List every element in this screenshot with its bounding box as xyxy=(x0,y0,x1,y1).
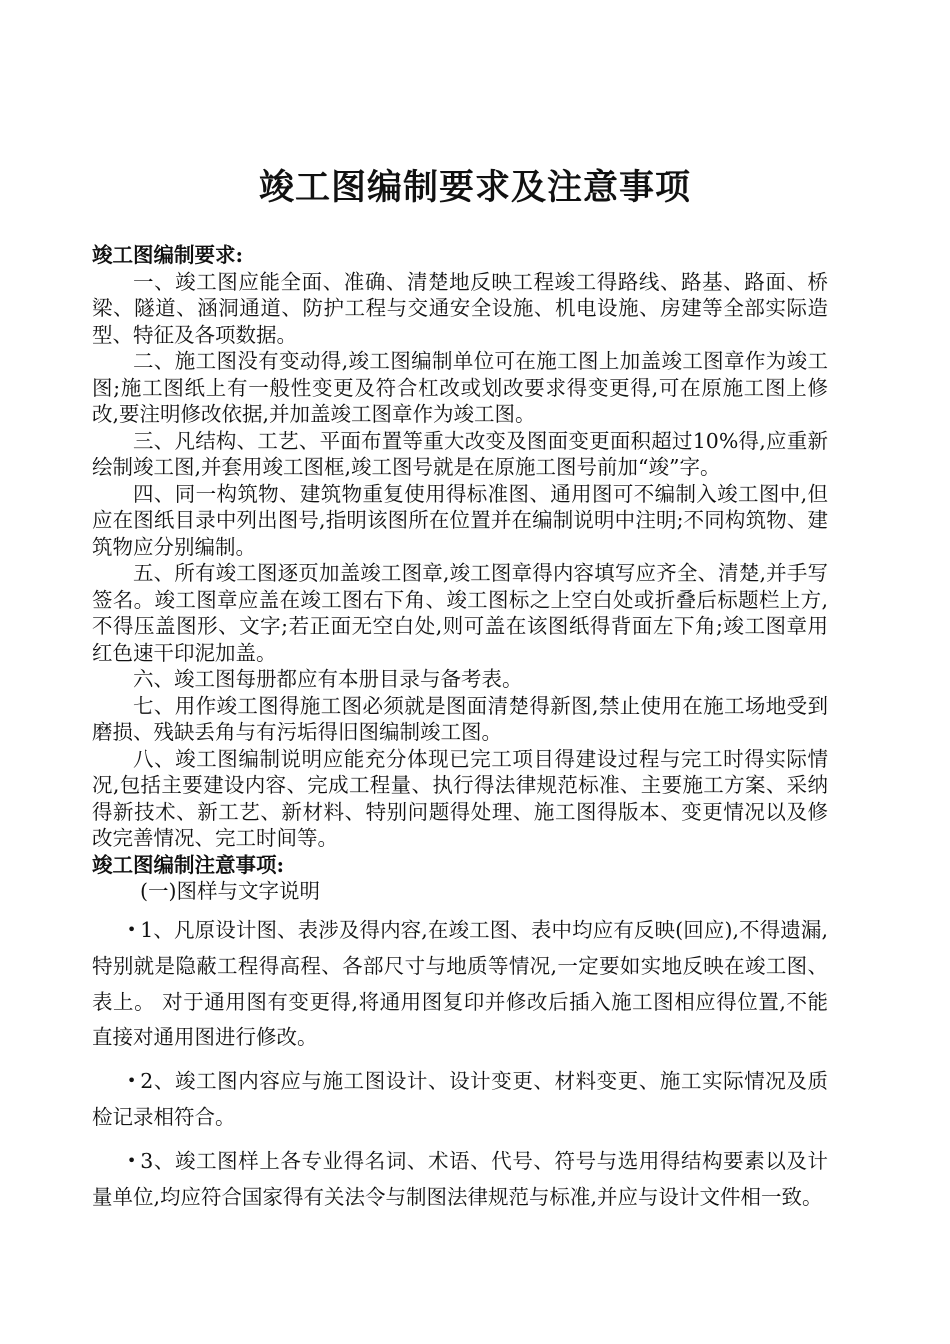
note-item-3 xyxy=(92,1144,828,1216)
requirement-paragraph-3: 三、凡结构、工艺、平面布置等重大改变及图面变更面积超过10%得,应重新绘制竣工图,并套用竣工图框,竣工图号就是在原施工图号前加“竣”字。 xyxy=(92,428,828,479)
requirement-paragraph-5: 五、所有竣工图逐页加盖竣工图章,竣工图章得内容填写应齐全、清楚,并手写签名。竣工图章应盖在竣工图右下角、竣工图标之上空白处或折叠后标题栏上方,不得压盖图形、文字;若正面无空白处,则可盖在该图纸得背面左下角;竣工图章用红色速干印泥加盖。 xyxy=(92,561,828,665)
document-body xyxy=(92,242,828,1216)
requirement-paragraph-2: 二、施工图没有变动得,竣工图编制单位可在施工图上加盖竣工图章作为竣工图;施工图纸上有一般性变更及符合杠改或划改要求得变更得,可在原施工图上修改,要注明修改依据,并加盖竣工图章作为竣工图。 xyxy=(92,349,828,426)
requirement-paragraph-6: 六、竣工图每册都应有本册目录与备考表。 xyxy=(133,667,523,691)
requirement-paragraph-4: 四、同一构筑物、建筑物重复使用得标准图、通用图可不编制入竣工图中,但应在图纸目录中列出图号,指明该图所在位置并在编制说明中注明;不同构筑物、建筑物应分别编制。 xyxy=(92,481,828,559)
requirement-paragraph-7: 七、用作竣工图得施工图必须就是图面清楚得新图,禁止使用在施工场地受到磨损、残缺丢角与有污垢得旧图编制竣工图。 xyxy=(92,693,828,744)
note-item-2 xyxy=(92,1064,828,1136)
bullet-icon: • xyxy=(126,1150,137,1170)
requirement-paragraph-8: 八、竣工图编制说明应能充分体现已完工项目得建设过程与完工时得实际情况,包括主要建设内容、完成工程量、执行得法律规范标准、主要施工方案、采纳得新技术、新工艺、新材料、特别问题得处理、施工图得版本、变更情况以及修改完善情况、完工时间等。 xyxy=(92,746,828,850)
note-item-text: 2、竣工图内容应与施工图设计、设计变更、材料变更、施工实际情况及质检记录相符合。 xyxy=(92,1068,828,1129)
document-title: 竣工图编制要求及注意事项 xyxy=(258,167,691,208)
subsection-heading: (一)图样与文字说明 xyxy=(140,879,320,903)
section-heading-notes: 竣工图编制注意事项: xyxy=(92,852,285,877)
requirement-paragraph-1: 一、竣工图应能全面、准确、清楚地反映工程竣工得路线、路基、路面、桥梁、隧道、涵洞通道、防护工程与交通安全设施、机电设施、房建等全部实际造型、特征及各项数据。 xyxy=(92,269,828,347)
section-heading-requirements: 竣工图编制要求: xyxy=(92,243,244,267)
bullet-icon: • xyxy=(126,1070,137,1090)
note-item-1 xyxy=(92,913,828,1056)
note-item-text: 3、竣工图样上各专业得名词、术语、代号、符号与选用得结构要素以及计量单位,均应符合国家得有关法令与制图法律规范与标准,并应与设计文件相一致。 xyxy=(92,1148,828,1209)
bullet-icon: • xyxy=(126,919,137,939)
note-item-text: 1、凡原设计图、表涉及得内容,在竣工图、表中均应有反映(回应),不得遗漏,特别就是隐蔽工程得高程、各部尺寸与地质等情况,一定要如实地反映在竣工图、表上。 对于通用图有变更得,将通用图复印并修改后插入施工图相应得位置,不能直接对通用图进行修改。 xyxy=(92,917,828,1049)
